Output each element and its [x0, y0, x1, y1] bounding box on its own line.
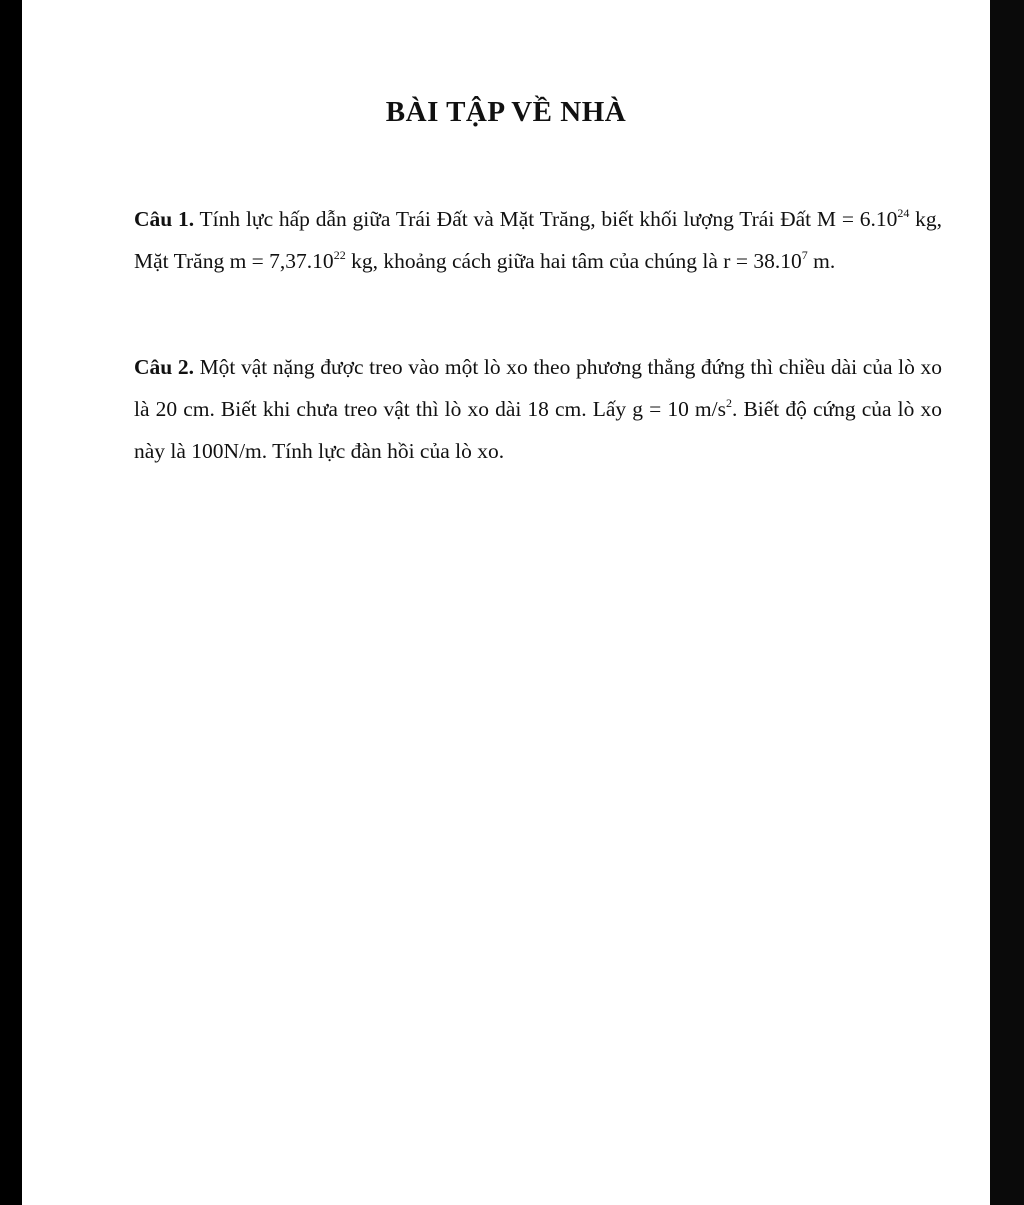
document-page [22, 0, 990, 1205]
question-1-exponent-2: 22 [333, 248, 346, 262]
question-1-text-part-1: Tính lực hấp dẫn giữa Trái Đất và Mặt Trăng, biết khối lượng Trái Đất M = 6.10 [194, 207, 898, 231]
question-2-exponent-1: 2 [725, 396, 732, 410]
question-1-exponent-3: 7 [801, 248, 808, 262]
question-1-label: Câu 1. [134, 207, 195, 231]
question-1-text-part-4: m. [807, 249, 836, 273]
question-1-text-part-2: kg, Mặt Trăng m = 7,37.10 [134, 207, 943, 273]
question-2-label: Câu 2. [134, 355, 194, 379]
question-2-text-part-2: . Biết độ cứng của lò xo này là 100N/m. Tính lực đàn hồi của lò xo. [134, 397, 942, 463]
question-2 [134, 346, 942, 472]
page-title: BÀI TẬP VỀ NHÀ [385, 96, 627, 128]
question-1-exponent-1: 24 [897, 206, 910, 220]
viewer-edge-bar [990, 0, 1024, 1205]
question-2-text-part-1: Một vật nặng được treo vào một lò xo theo phương thẳng đứng thì chiều dài của lò xo là 20 cm. Biết khi chưa treo vật thì lò xo dài 18 cm. Lấy g = 10 m/s [134, 355, 943, 421]
question-1-text-part-3: kg, khoảng cách giữa hai tâm của chúng là r = 38.10 [345, 249, 802, 273]
question-1 [134, 198, 942, 282]
